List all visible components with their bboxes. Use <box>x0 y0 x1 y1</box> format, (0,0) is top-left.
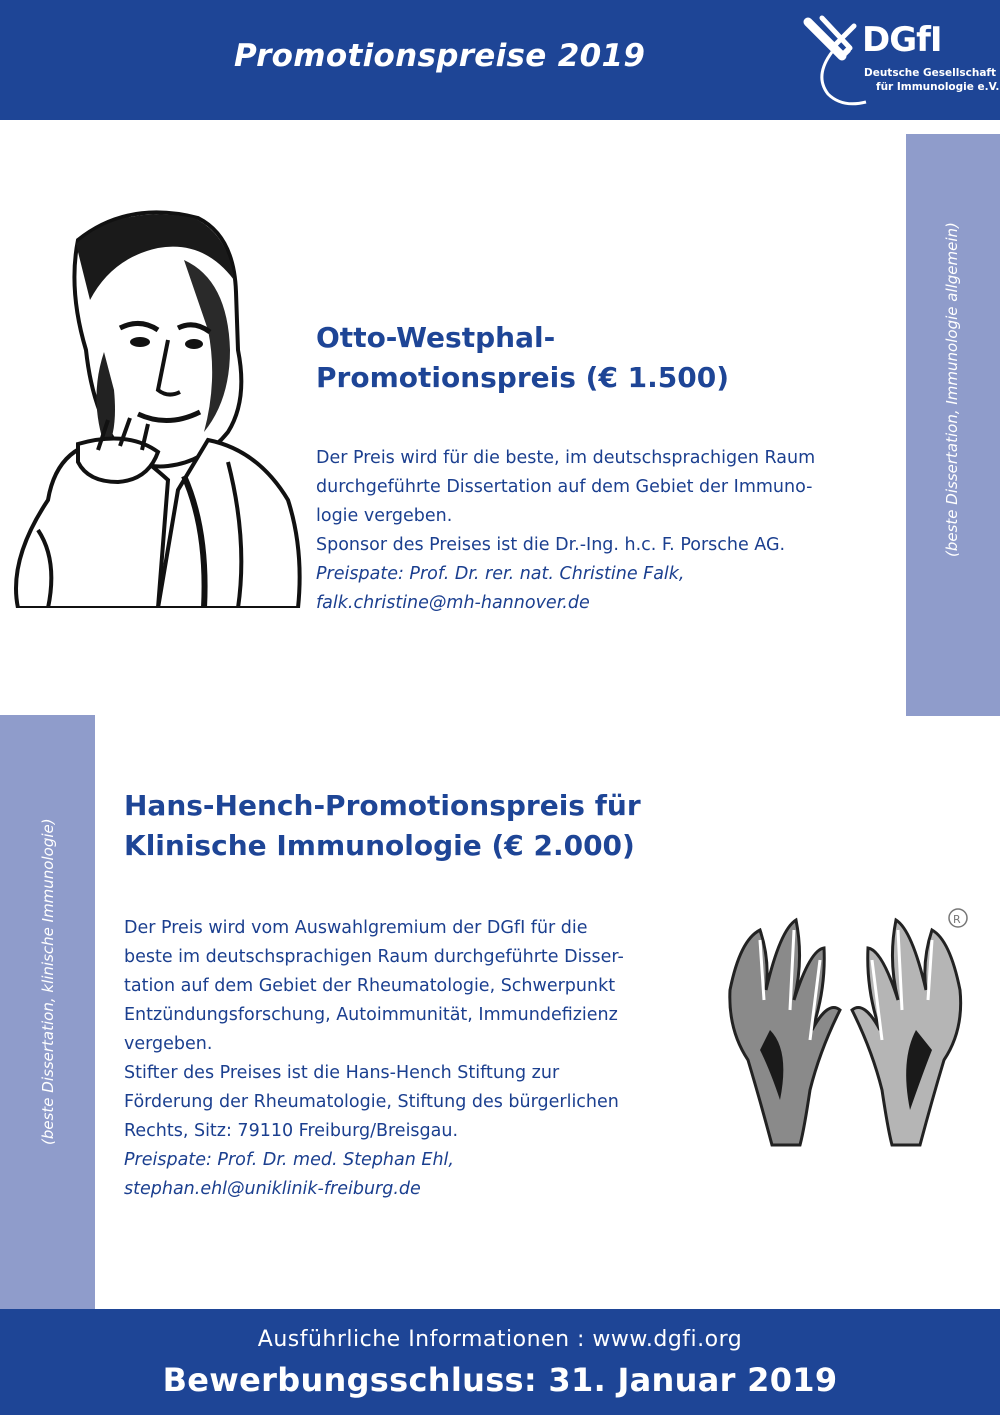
prize1-patron-email[interactable]: falk.christine@mh-hannover.de <box>316 593 590 613</box>
page-title: Promotionspreise 2019 <box>234 38 646 74</box>
prize2-body-line: vergeben. <box>124 1034 213 1054</box>
logo-name: DGfI <box>862 20 942 60</box>
prize2-patron-line: Preispate: Prof. Dr. med. Stephan Ehl, <box>124 1150 454 1170</box>
logo-subtitle <box>864 66 999 94</box>
prize1-body-line: durchgeführte Dissertation auf dem Gebiet der Immuno- <box>316 477 813 497</box>
prize1-title <box>316 318 836 398</box>
prize1-body-line: logie vergeben. <box>316 506 453 526</box>
prize2-body-line: Stifter des Preises ist die Hans-Hench Stiftung zur <box>124 1063 560 1083</box>
prize2-title-line2: Klinische Immunologie (€ 2.000) <box>124 829 635 862</box>
side-label-prize2: (beste Dissertation, klinische Immunologie) <box>39 818 57 1145</box>
prize2-body-line: tation auf dem Gebiet der Rheumatologie, Schwerpunkt <box>124 976 616 996</box>
prize2-body-line: beste im deutschsprachigen Raum durchgeführte Disser- <box>124 947 624 967</box>
prize1-title-line1: Otto-Westphal- <box>316 321 556 354</box>
portrait-illustration <box>8 200 304 608</box>
hands-illustration <box>700 900 990 1150</box>
prize2-body-line: Der Preis wird vom Auswahlgremium der DGfI für die <box>124 918 588 938</box>
prize2-title <box>124 786 764 866</box>
prize1-title-line2: Promotionspreis (€ 1.500) <box>316 361 730 394</box>
prize1-description <box>316 444 876 618</box>
dgfi-logo <box>802 14 1000 110</box>
prize2-body-line: Förderung der Rheumatologie, Stiftung des bürgerlichen <box>124 1092 619 1112</box>
footer-banner <box>0 1309 1000 1415</box>
application-deadline: Bewerbungsschluss: 31. Januar 2019 <box>162 1361 838 1399</box>
prize2-description <box>124 914 684 1204</box>
prize1-body-line: Der Preis wird für die beste, im deutschsprachigen Raum <box>316 448 816 468</box>
prize2-body-line: Rechts, Sitz: 79110 Freiburg/Breisgau. <box>124 1121 459 1141</box>
prize2-title-line1: Hans-Hench-Promotionspreis für <box>124 789 641 822</box>
prize2-patron-email[interactable]: stephan.ehl@uniklinik-freiburg.de <box>124 1179 421 1199</box>
prize2-body-line: Entzündungsforschung, Autoimmunität, Immundefizienz <box>124 1005 618 1025</box>
side-label-prize1: (beste Dissertation, Immunologie allgemein) <box>943 222 961 557</box>
svg-text:R: R <box>953 913 961 926</box>
logo-subtitle-line1: Deutsche Gesellschaft <box>864 67 996 79</box>
footer-info-link[interactable]: Ausführliche Informationen : www.dgfi.org <box>257 1327 743 1352</box>
logo-subtitle-line2: für Immunologie e.V. <box>876 81 1000 93</box>
prize1-body-line: Sponsor des Preises ist die Dr.-Ing. h.c. F. Porsche AG. <box>316 535 786 555</box>
prize1-patron-line: Preispate: Prof. Dr. rer. nat. Christine Falk, <box>316 564 685 584</box>
header-banner <box>0 0 1000 120</box>
